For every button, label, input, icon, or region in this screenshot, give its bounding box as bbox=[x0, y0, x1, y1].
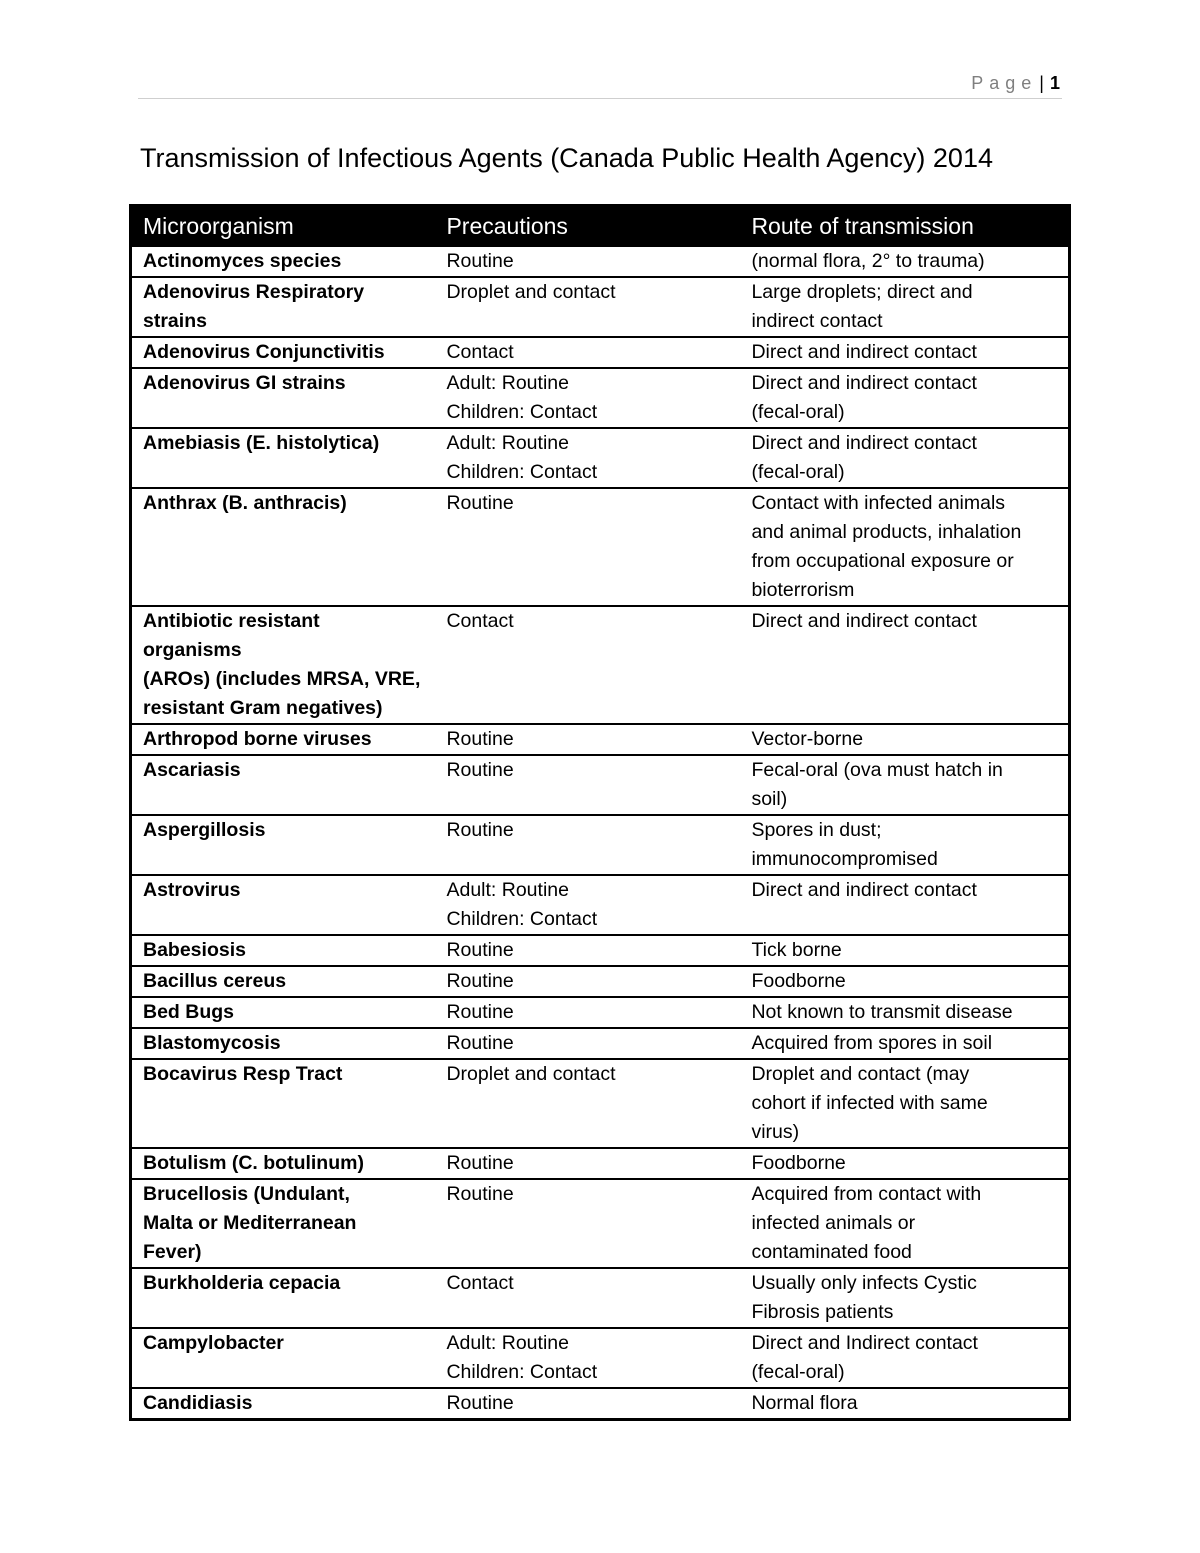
cell-line: Brucellosis (Undulant, bbox=[143, 1183, 350, 1205]
precautions-cell bbox=[435, 724, 740, 755]
cell-line: Aspergillosis bbox=[143, 819, 266, 841]
cell-line: Large droplets; direct and bbox=[751, 281, 973, 303]
organism-cell bbox=[131, 1268, 436, 1328]
cell-line: Routine bbox=[446, 250, 514, 272]
precautions-cell bbox=[435, 1179, 740, 1268]
cell-line: Burkholderia cepacia bbox=[143, 1272, 341, 1294]
precautions-cell bbox=[435, 246, 740, 277]
cell-line: strains bbox=[143, 310, 207, 332]
cell-line: Direct and indirect contact bbox=[751, 610, 977, 632]
cell-line: Fibrosis patients bbox=[751, 1301, 894, 1323]
cell-line: Ascariasis bbox=[143, 759, 241, 781]
cell-line: Direct and indirect contact bbox=[751, 372, 977, 394]
cell-line: Fever) bbox=[143, 1241, 202, 1263]
precautions-cell bbox=[435, 488, 740, 606]
precautions-cell bbox=[435, 997, 740, 1028]
table-row bbox=[131, 488, 1070, 606]
table-row bbox=[131, 1328, 1070, 1388]
organism-cell bbox=[131, 1148, 436, 1179]
cell-line: immunocompromised bbox=[751, 848, 938, 870]
cell-line: Direct and indirect contact bbox=[751, 341, 977, 363]
route-cell bbox=[740, 755, 1069, 815]
cell-line: Bed Bugs bbox=[143, 1001, 235, 1023]
cell-line: Adult: Routine bbox=[446, 1332, 569, 1354]
cell-line: Routine bbox=[446, 1001, 514, 1023]
page-number bbox=[971, 73, 1060, 94]
cell-line: Actinomyces species bbox=[143, 250, 342, 272]
column-header-microorganism: Microorganism bbox=[131, 206, 436, 247]
cell-line: Contact with infected animals bbox=[751, 492, 1006, 514]
cell-line: soil) bbox=[751, 788, 788, 810]
cell-line: Foodborne bbox=[751, 970, 846, 992]
organism-cell bbox=[131, 935, 436, 966]
route-cell bbox=[740, 966, 1069, 997]
organism-cell bbox=[131, 1179, 436, 1268]
cell-line: Contact bbox=[446, 1272, 514, 1294]
cell-line: Contact bbox=[446, 341, 514, 363]
route-cell bbox=[740, 1179, 1069, 1268]
page-header bbox=[138, 70, 1062, 99]
cell-line: Routine bbox=[446, 1183, 514, 1205]
table-row bbox=[131, 966, 1070, 997]
table-row bbox=[131, 997, 1070, 1028]
route-cell bbox=[740, 724, 1069, 755]
precautions-cell bbox=[435, 935, 740, 966]
organism-cell bbox=[131, 815, 436, 875]
cell-line: Normal flora bbox=[751, 1392, 858, 1414]
cell-line: infected animals or bbox=[751, 1212, 916, 1234]
table-row bbox=[131, 246, 1070, 277]
table-row bbox=[131, 277, 1070, 337]
cell-line: (AROs) (includes MRSA, VRE, bbox=[143, 668, 421, 690]
route-cell bbox=[740, 337, 1069, 368]
route-cell bbox=[740, 1148, 1069, 1179]
cell-line: Routine bbox=[446, 970, 514, 992]
organism-cell bbox=[131, 368, 436, 428]
cell-line: Malta or Mediterranean bbox=[143, 1212, 357, 1234]
table-header-row bbox=[131, 206, 1070, 247]
cell-line: Droplet and contact bbox=[446, 281, 616, 303]
cell-line: cohort if infected with same bbox=[751, 1092, 988, 1114]
cell-line: Anthrax (B. anthracis) bbox=[143, 492, 347, 514]
cell-line: Acquired from spores in soil bbox=[751, 1032, 993, 1054]
cell-line: Botulism (C. botulinum) bbox=[143, 1152, 364, 1174]
organism-cell bbox=[131, 875, 436, 935]
cell-line: Vector-borne bbox=[751, 728, 864, 750]
precautions-cell bbox=[435, 1059, 740, 1148]
cell-line: Amebiasis (E. histolytica) bbox=[143, 432, 380, 454]
cell-line: Routine bbox=[446, 1392, 514, 1414]
cell-line: Children: Contact bbox=[446, 461, 598, 483]
precautions-cell bbox=[435, 1328, 740, 1388]
cell-line: Arthropod borne viruses bbox=[143, 728, 372, 750]
cell-line: Antibiotic resistant bbox=[143, 610, 320, 632]
cell-line: Adenovirus Respiratory bbox=[143, 281, 365, 303]
cell-line: Acquired from contact with bbox=[751, 1183, 982, 1205]
route-cell bbox=[740, 428, 1069, 488]
cell-line: Blastomycosis bbox=[143, 1032, 281, 1054]
page-separator: | bbox=[1039, 73, 1044, 93]
cell-line: Direct and indirect contact bbox=[751, 879, 977, 901]
route-cell bbox=[740, 277, 1069, 337]
cell-line: Usually only infects Cystic bbox=[751, 1272, 977, 1294]
page-label: Page bbox=[971, 73, 1038, 93]
organism-cell bbox=[131, 1059, 436, 1148]
route-cell bbox=[740, 1328, 1069, 1388]
cell-line: indirect contact bbox=[751, 310, 883, 332]
precautions-cell bbox=[435, 966, 740, 997]
document-title: Transmission of Infectious Agents (Canada Public Health Agency) 2014 bbox=[140, 143, 993, 173]
table-row bbox=[131, 815, 1070, 875]
table-row bbox=[131, 368, 1070, 428]
route-cell bbox=[740, 488, 1069, 606]
table-row bbox=[131, 1388, 1070, 1420]
cell-line: from occupational exposure or bbox=[751, 550, 1014, 572]
route-cell bbox=[740, 997, 1069, 1028]
organism-cell bbox=[131, 428, 436, 488]
table-row bbox=[131, 935, 1070, 966]
cell-line: (fecal-oral) bbox=[751, 1361, 845, 1383]
precautions-cell bbox=[435, 815, 740, 875]
cell-line: Adult: Routine bbox=[446, 879, 569, 901]
table-row bbox=[131, 755, 1070, 815]
organism-cell bbox=[131, 1328, 436, 1388]
page-number-value: 1 bbox=[1049, 73, 1060, 93]
cell-line: Campylobacter bbox=[143, 1332, 284, 1354]
precautions-cell bbox=[435, 755, 740, 815]
transmission-table bbox=[129, 204, 1071, 1421]
cell-line: Droplet and contact (may bbox=[751, 1063, 970, 1085]
cell-line: Spores in dust; bbox=[751, 819, 882, 841]
cell-line: virus) bbox=[751, 1121, 800, 1143]
cell-line: Routine bbox=[446, 1032, 514, 1054]
cell-line: Direct and indirect contact bbox=[751, 432, 977, 454]
precautions-cell bbox=[435, 368, 740, 428]
route-cell bbox=[740, 1059, 1069, 1148]
cell-line: Routine bbox=[446, 492, 514, 514]
cell-line: Bacillus cereus bbox=[143, 970, 287, 992]
organism-cell bbox=[131, 246, 436, 277]
cell-line: Candidiasis bbox=[143, 1392, 253, 1414]
table-body bbox=[131, 246, 1070, 1420]
precautions-cell bbox=[435, 337, 740, 368]
cell-line: Foodborne bbox=[751, 1152, 846, 1174]
precautions-cell bbox=[435, 1028, 740, 1059]
table-row bbox=[131, 1028, 1070, 1059]
cell-line: Not known to transmit disease bbox=[751, 1001, 1013, 1023]
cell-line: Astrovirus bbox=[143, 879, 241, 901]
column-header-precautions: Precautions bbox=[435, 206, 740, 247]
cell-line: Tick borne bbox=[751, 939, 842, 961]
route-cell bbox=[740, 246, 1069, 277]
table-row bbox=[131, 428, 1070, 488]
cell-line: (fecal-oral) bbox=[751, 461, 845, 483]
cell-line: Routine bbox=[446, 759, 514, 781]
organism-cell bbox=[131, 966, 436, 997]
cell-line: contaminated food bbox=[751, 1241, 912, 1263]
route-cell bbox=[740, 875, 1069, 935]
precautions-cell bbox=[435, 875, 740, 935]
cell-line: Direct and Indirect contact bbox=[751, 1332, 978, 1354]
column-header-route: Route of transmission bbox=[740, 206, 1069, 247]
route-cell bbox=[740, 1268, 1069, 1328]
route-cell bbox=[740, 606, 1069, 724]
organism-cell bbox=[131, 1028, 436, 1059]
precautions-cell bbox=[435, 277, 740, 337]
table-row bbox=[131, 724, 1070, 755]
cell-line: Adult: Routine bbox=[446, 372, 569, 394]
organism-cell bbox=[131, 606, 436, 724]
organism-cell bbox=[131, 488, 436, 606]
cell-line: Adult: Routine bbox=[446, 432, 569, 454]
route-cell bbox=[740, 815, 1069, 875]
cell-line: Routine bbox=[446, 939, 514, 961]
cell-line: Adenovirus Conjunctivitis bbox=[143, 341, 385, 363]
cell-line: Contact bbox=[446, 610, 514, 632]
organism-cell bbox=[131, 755, 436, 815]
cell-line: Babesiosis bbox=[143, 939, 246, 961]
route-cell bbox=[740, 1388, 1069, 1420]
table-row bbox=[131, 1179, 1070, 1268]
cell-line: Children: Contact bbox=[446, 908, 598, 930]
table-row bbox=[131, 1268, 1070, 1328]
cell-line: Routine bbox=[446, 1152, 514, 1174]
organism-cell bbox=[131, 1388, 436, 1420]
table-row bbox=[131, 337, 1070, 368]
cell-line: organisms bbox=[143, 639, 242, 661]
precautions-cell bbox=[435, 428, 740, 488]
cell-line: bioterrorism bbox=[751, 579, 855, 601]
organism-cell bbox=[131, 337, 436, 368]
organism-cell bbox=[131, 724, 436, 755]
table-row bbox=[131, 1059, 1070, 1148]
cell-line: Routine bbox=[446, 819, 514, 841]
precautions-cell bbox=[435, 606, 740, 724]
route-cell bbox=[740, 368, 1069, 428]
route-cell bbox=[740, 935, 1069, 966]
cell-line: Adenovirus GI strains bbox=[143, 372, 346, 394]
cell-line: Children: Contact bbox=[446, 401, 598, 423]
cell-line: Children: Contact bbox=[446, 1361, 598, 1383]
cell-line: Routine bbox=[446, 728, 514, 750]
cell-line: (normal flora, 2° to trauma) bbox=[751, 250, 985, 272]
cell-line: Fecal-oral (ova must hatch in bbox=[751, 759, 1003, 781]
table-row bbox=[131, 1148, 1070, 1179]
cell-line: and animal products, inhalation bbox=[751, 521, 1022, 543]
cell-line: (fecal-oral) bbox=[751, 401, 845, 423]
cell-line: resistant Gram negatives) bbox=[143, 697, 383, 719]
organism-cell bbox=[131, 997, 436, 1028]
cell-line: Bocavirus Resp Tract bbox=[143, 1063, 343, 1085]
precautions-cell bbox=[435, 1268, 740, 1328]
organism-cell bbox=[131, 277, 436, 337]
precautions-cell bbox=[435, 1148, 740, 1179]
precautions-cell bbox=[435, 1388, 740, 1420]
cell-line: Droplet and contact bbox=[446, 1063, 616, 1085]
table-row bbox=[131, 875, 1070, 935]
table-row bbox=[131, 606, 1070, 724]
route-cell bbox=[740, 1028, 1069, 1059]
